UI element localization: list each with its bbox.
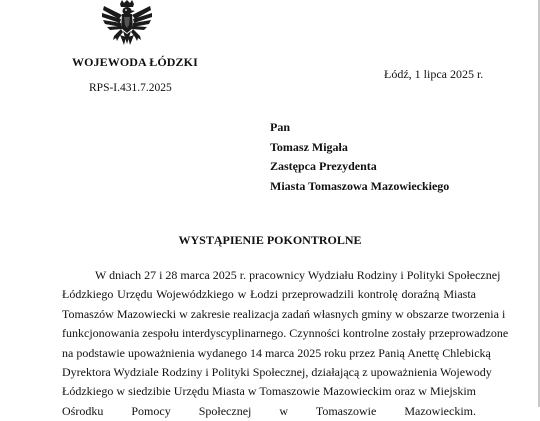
body-line: W dniach 27 i 28 marca 2025 r. pracownicy Wydziału Rodziny i Polityki Społecznej — [95, 268, 501, 282]
reference-number: RPS-I.431.7.2025 — [89, 82, 172, 94]
issuing-office: WOJEWODA ŁÓDZKI — [72, 55, 198, 69]
document-title: WYSTĄPIENIE POKONTROLNE — [178, 233, 362, 247]
body-line: Tomaszów Mazowiecki w zakresie realizacja zadań własnych gminy w obszarze tworzenia i — [62, 306, 506, 321]
body-line: Łódzkiego w siedzibie Urzędu Miasta w Tomaszowie Mazowieckim oraz w Miejskim — [62, 384, 476, 399]
body-line: funkcjonowania zespołu interdyscyplinarnego. Czynności kontrolne zostały przeprowadzone — [62, 326, 509, 341]
body-paragraph — [62, 266, 509, 421]
addressee-salutation: Pan — [270, 120, 291, 134]
body-line: Ośrodku Pomocy Społecznej w Tomaszowie Mazowieckim. — [62, 403, 476, 418]
body-line: Dyrektora Wydziale Rodziny i Polityki Społecznej, działającą z upoważnienia Wojewody — [62, 364, 492, 379]
addressee-name: Tomasz Migała — [270, 139, 348, 154]
addressee-position: Zastępca Prezydenta — [270, 159, 377, 174]
document-date: Łódź, 1 lipca 2025 r. — [384, 67, 484, 81]
body-line: na podstawie upoważnienia wydanego 14 marca 2025 roku przez Panią Anettę Chlebicką — [62, 345, 491, 360]
eagle-emblem-icon — [100, 0, 154, 50]
addressee-city: Miasta Tomaszowa Mazowieckiego — [270, 178, 450, 193]
body-line: Łódzkiego Urzędu Wojewódzkiego w Łodzi przeprowadzili kontrolę doraźną Miasta — [62, 287, 476, 302]
addressee-block — [270, 118, 449, 196]
